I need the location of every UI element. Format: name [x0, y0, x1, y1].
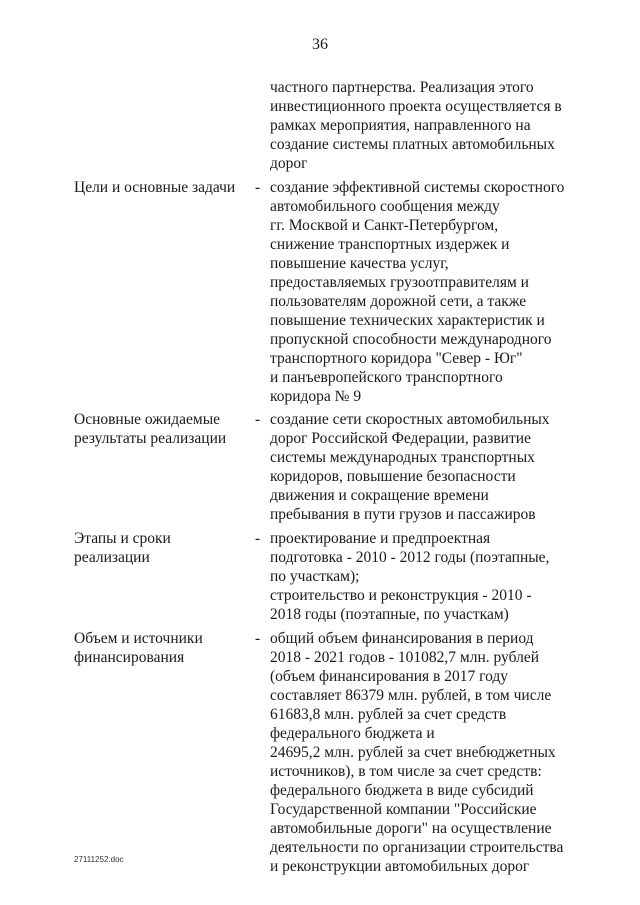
stages-line: подготовка - 2010 - 2012 годы (поэтапные, — [270, 549, 550, 566]
continuation-line: инвестиционного проекта осуществляется в — [270, 98, 562, 115]
goals-line: повышение качества услуг, — [270, 255, 449, 272]
stages-line: строительство и реконструкция - 2010 - — [270, 587, 532, 604]
section-dash: - — [255, 179, 261, 196]
stages-line: 2018 годы (поэтапные, по участкам) — [270, 606, 509, 623]
results-line: движения и сокращение времени — [270, 487, 489, 504]
results-line: пребывания в пути грузов и пассажиров — [270, 506, 536, 523]
goals-line: предоставляемых грузоотправителям и — [270, 274, 529, 291]
financing-line: федерального бюджета и — [270, 725, 435, 742]
continuation-line: рамках мероприятия, направленного на — [270, 117, 531, 134]
goals-line: повышение технических характеристик и — [270, 312, 545, 329]
section-dash: - — [255, 630, 261, 647]
continuation-line: создание системы платных автомобильных — [270, 136, 555, 153]
financing-line: автомобильные дороги" на осуществление — [270, 820, 552, 837]
goals-line: гг. Москвой и Санкт-Петербургом, — [270, 217, 499, 234]
goals-line: и панъевропейского транспортного — [270, 369, 503, 386]
stages-line: по участкам); — [270, 568, 360, 585]
financing-line: и реконструкции автомобильных дорог — [270, 858, 530, 875]
section-label-financing: финансирования — [74, 649, 185, 666]
page-number: 36 — [312, 36, 328, 53]
section-dash: - — [255, 411, 261, 428]
goals-line: пропускной способности международного — [270, 331, 552, 348]
financing-line: 2018 - 2021 годов - 101082,7 млн. рублей — [270, 649, 540, 666]
results-line: создание сети скоростных автомобильных — [270, 411, 550, 428]
goals-line: автомобильного сообщения между — [270, 198, 500, 215]
goals-line: транспортного коридора "Север - Юг" — [270, 350, 523, 367]
financing-line: 61683,8 млн. рублей за счет средств — [270, 706, 507, 723]
section-label-financing: Объем и источники — [74, 630, 203, 647]
financing-line: Государственной компании "Российские — [270, 801, 537, 818]
financing-line: 24695,2 млн. рублей за счет внебюджетных — [270, 744, 556, 761]
section-label-results: Основные ожидаемые — [74, 411, 221, 428]
stages-line: проектирование и предпроектная — [270, 530, 491, 547]
results-line: системы международных транспортных — [270, 449, 535, 466]
financing-line: источников), в том числе за счет средств: — [270, 763, 542, 780]
footer-filename: 27111252.doc — [74, 855, 124, 864]
goals-line: пользователям дорожной сети, а также — [270, 293, 527, 310]
financing-line: общий объем финансирования в период — [270, 630, 534, 647]
financing-line: деятельности по организации строительства — [270, 839, 564, 856]
continuation-line: дорог — [270, 155, 308, 172]
financing-line: (объем финансирования в 2017 году — [270, 668, 509, 685]
section-label-stages: реализации — [74, 549, 150, 566]
section-label-goals: Цели и основные задачи — [74, 179, 236, 196]
financing-line: составляет 86379 млн. рублей, в том числе — [270, 687, 552, 704]
section-label-results: результаты реализации — [74, 430, 227, 447]
results-line: дорог Российской Федерации, развитие — [270, 430, 531, 447]
results-line: коридоров, повышение безопасности — [270, 468, 516, 485]
section-label-stages: Этапы и сроки — [74, 530, 171, 547]
goals-line: коридора № 9 — [270, 388, 362, 405]
goals-line: снижение транспортных издержек и — [270, 236, 510, 253]
financing-line: федерального бюджета в виде субсидий — [270, 782, 534, 799]
goals-line: создание эффективной системы скоростного — [270, 179, 565, 196]
continuation-line: частного партнерства. Реализация этого — [270, 79, 534, 96]
section-dash: - — [255, 530, 261, 547]
